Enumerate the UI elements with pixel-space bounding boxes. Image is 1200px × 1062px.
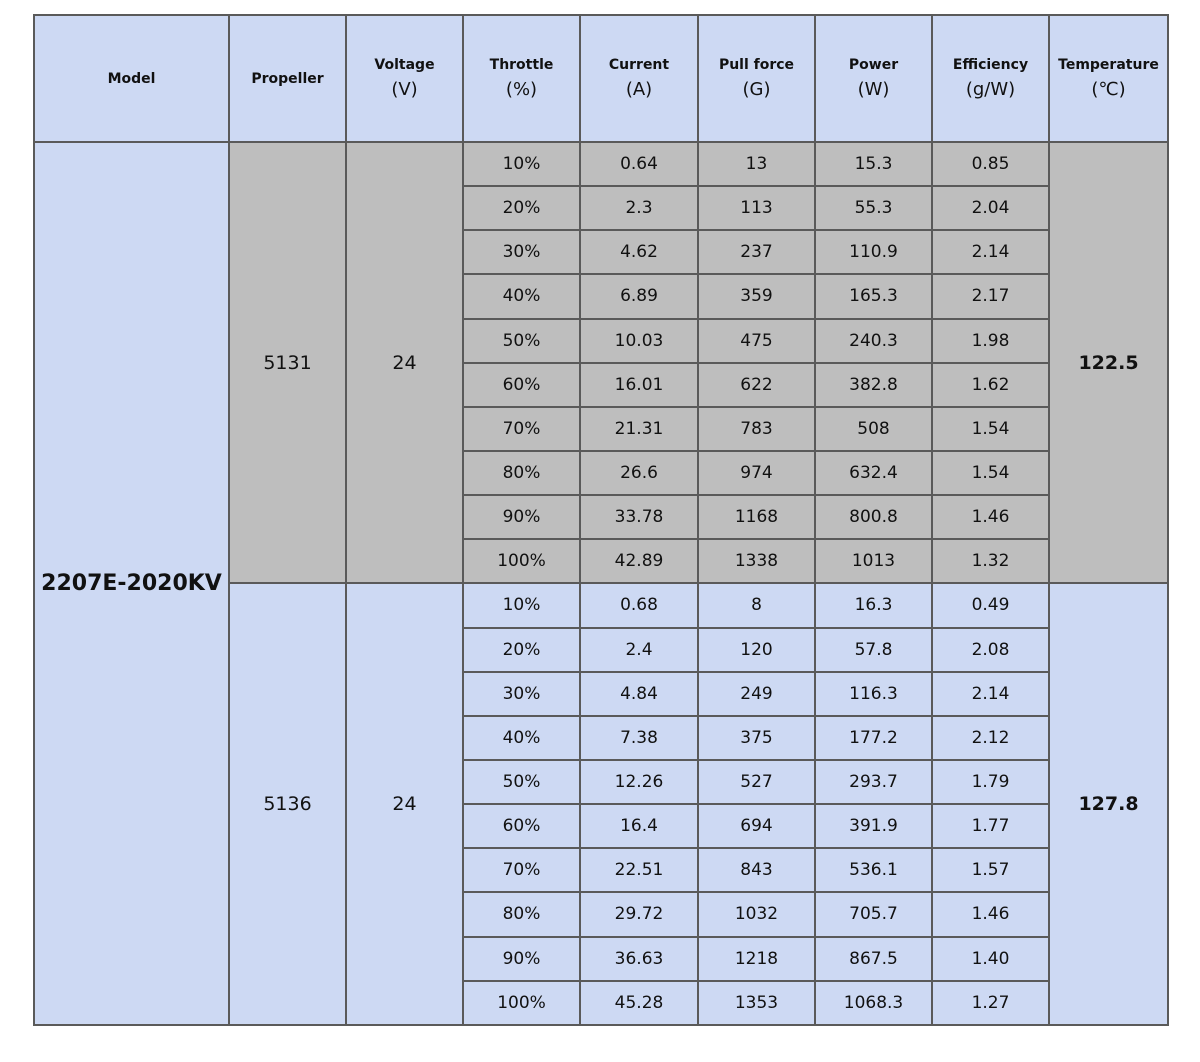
throttle-cell: 30% <box>463 672 580 716</box>
throttle-cell: 40% <box>463 716 580 760</box>
efficiency-cell: 1.46 <box>932 892 1049 936</box>
throttle-cell: 40% <box>463 274 580 318</box>
current-cell: 2.3 <box>580 186 698 230</box>
pull-force-cell: 527 <box>698 760 815 804</box>
power-cell: 508 <box>815 407 932 451</box>
power-cell: 1068.3 <box>815 981 932 1025</box>
efficiency-cell: 1.79 <box>932 760 1049 804</box>
efficiency-cell: 0.49 <box>932 583 1049 627</box>
throttle-cell: 20% <box>463 628 580 672</box>
current-cell: 6.89 <box>580 274 698 318</box>
power-cell: 867.5 <box>815 937 932 981</box>
throttle-cell: 70% <box>463 407 580 451</box>
header-temperature: Temperature (℃) <box>1049 15 1168 142</box>
current-cell: 2.4 <box>580 628 698 672</box>
power-cell: 116.3 <box>815 672 932 716</box>
pull-force-cell: 1032 <box>698 892 815 936</box>
throttle-cell: 100% <box>463 539 580 583</box>
efficiency-cell: 1.98 <box>932 319 1049 363</box>
power-cell: 800.8 <box>815 495 932 539</box>
efficiency-cell: 2.12 <box>932 716 1049 760</box>
throttle-cell: 90% <box>463 937 580 981</box>
motor-performance-table <box>33 14 1169 1026</box>
pull-force-cell: 13 <box>698 142 815 186</box>
power-cell: 165.3 <box>815 274 932 318</box>
current-cell: 22.51 <box>580 848 698 892</box>
pull-force-cell: 8 <box>698 583 815 627</box>
power-cell: 1013 <box>815 539 932 583</box>
throttle-cell: 70% <box>463 848 580 892</box>
throttle-cell: 50% <box>463 319 580 363</box>
power-cell: 382.8 <box>815 363 932 407</box>
throttle-cell: 100% <box>463 981 580 1025</box>
pull-force-cell: 475 <box>698 319 815 363</box>
power-cell: 391.9 <box>815 804 932 848</box>
throttle-cell: 90% <box>463 495 580 539</box>
header-efficiency: Efficiency (g/W) <box>932 15 1049 142</box>
current-cell: 12.26 <box>580 760 698 804</box>
throttle-cell: 10% <box>463 142 580 186</box>
efficiency-cell: 2.17 <box>932 274 1049 318</box>
efficiency-cell: 0.85 <box>932 142 1049 186</box>
current-cell: 45.28 <box>580 981 698 1025</box>
power-cell: 705.7 <box>815 892 932 936</box>
header-power: Power (W) <box>815 15 932 142</box>
current-cell: 26.6 <box>580 451 698 495</box>
power-cell: 536.1 <box>815 848 932 892</box>
power-cell: 16.3 <box>815 583 932 627</box>
power-cell: 55.3 <box>815 186 932 230</box>
efficiency-cell: 1.54 <box>932 451 1049 495</box>
current-cell: 10.03 <box>580 319 698 363</box>
header-propeller: Propeller <box>229 15 346 142</box>
efficiency-cell: 1.62 <box>932 363 1049 407</box>
efficiency-cell: 1.54 <box>932 407 1049 451</box>
temperature-cell: 122.5 <box>1049 142 1168 583</box>
temperature-cell: 127.8 <box>1049 583 1168 1025</box>
pull-force-cell: 843 <box>698 848 815 892</box>
power-cell: 240.3 <box>815 319 932 363</box>
pull-force-cell: 1353 <box>698 981 815 1025</box>
current-cell: 4.84 <box>580 672 698 716</box>
pull-force-cell: 1218 <box>698 937 815 981</box>
power-cell: 57.8 <box>815 628 932 672</box>
efficiency-cell: 1.32 <box>932 539 1049 583</box>
throttle-cell: 80% <box>463 892 580 936</box>
table-body <box>34 142 1168 1025</box>
efficiency-cell: 1.27 <box>932 981 1049 1025</box>
efficiency-cell: 2.14 <box>932 672 1049 716</box>
current-cell: 4.62 <box>580 230 698 274</box>
efficiency-cell: 1.57 <box>932 848 1049 892</box>
efficiency-cell: 2.08 <box>932 628 1049 672</box>
efficiency-cell: 1.40 <box>932 937 1049 981</box>
voltage-cell: 24 <box>346 142 463 583</box>
header-row <box>34 15 1168 142</box>
current-cell: 0.68 <box>580 583 698 627</box>
efficiency-cell: 2.04 <box>932 186 1049 230</box>
current-cell: 29.72 <box>580 892 698 936</box>
throttle-cell: 80% <box>463 451 580 495</box>
throttle-cell: 60% <box>463 363 580 407</box>
current-cell: 21.31 <box>580 407 698 451</box>
current-cell: 42.89 <box>580 539 698 583</box>
pull-force-cell: 375 <box>698 716 815 760</box>
throttle-cell: 20% <box>463 186 580 230</box>
header-current: Current (A) <box>580 15 698 142</box>
pull-force-cell: 120 <box>698 628 815 672</box>
power-cell: 632.4 <box>815 451 932 495</box>
power-cell: 293.7 <box>815 760 932 804</box>
pull-force-cell: 237 <box>698 230 815 274</box>
throttle-cell: 60% <box>463 804 580 848</box>
efficiency-cell: 1.46 <box>932 495 1049 539</box>
efficiency-cell: 2.14 <box>932 230 1049 274</box>
pull-force-cell: 974 <box>698 451 815 495</box>
current-cell: 0.64 <box>580 142 698 186</box>
propeller-cell: 5131 <box>229 142 346 583</box>
pull-force-cell: 622 <box>698 363 815 407</box>
header-model: Model <box>34 15 229 142</box>
current-cell: 16.01 <box>580 363 698 407</box>
efficiency-cell: 1.77 <box>932 804 1049 848</box>
propeller-cell: 5136 <box>229 583 346 1025</box>
pull-force-cell: 113 <box>698 186 815 230</box>
throttle-cell: 50% <box>463 760 580 804</box>
power-cell: 15.3 <box>815 142 932 186</box>
header-throttle: Throttle (%) <box>463 15 580 142</box>
table-row <box>34 142 1168 186</box>
current-cell: 33.78 <box>580 495 698 539</box>
current-cell: 36.63 <box>580 937 698 981</box>
pull-force-cell: 1168 <box>698 495 815 539</box>
pull-force-cell: 249 <box>698 672 815 716</box>
current-cell: 16.4 <box>580 804 698 848</box>
power-cell: 110.9 <box>815 230 932 274</box>
header-voltage: Voltage (V) <box>346 15 463 142</box>
throttle-cell: 30% <box>463 230 580 274</box>
voltage-cell: 24 <box>346 583 463 1025</box>
pull-force-cell: 783 <box>698 407 815 451</box>
pull-force-cell: 1338 <box>698 539 815 583</box>
pull-force-cell: 359 <box>698 274 815 318</box>
throttle-cell: 10% <box>463 583 580 627</box>
power-cell: 177.2 <box>815 716 932 760</box>
header-pull-force: Pull force (G) <box>698 15 815 142</box>
current-cell: 7.38 <box>580 716 698 760</box>
model-cell: 2207E-2020KV <box>34 142 229 1025</box>
pull-force-cell: 694 <box>698 804 815 848</box>
